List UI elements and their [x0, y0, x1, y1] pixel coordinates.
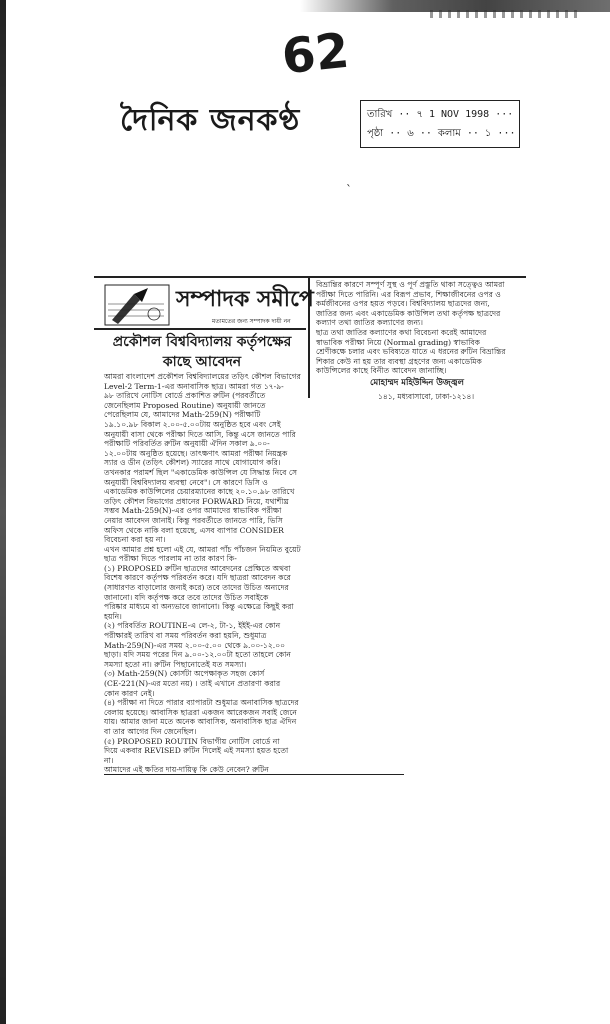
column-title: সম্পাদক সমীপে [176, 287, 314, 312]
text-line: Math-259(N)-এর সময় ২.০০-৫.০০ থেকে ৯.০০-১২.০০ [104, 640, 286, 650]
text-line: একাডেমিক কাউন্সিলের চেয়ারম্যানের কাছে ২০.১০.৯৮ তারিখে [104, 487, 295, 497]
text-line: Level-2 Term-1-এর অনাবাসিক ছাত্র। আমরা গত ১৭-৯- [104, 381, 284, 391]
text-line: পরীক্ষাটি পরিবর্তিত রুটিন অনুযায়ী ঐদিন সকাল ৯.০০- [104, 439, 270, 449]
text-line: কাউন্সিলের কাছে বিনীত আবেদন জানাচ্ছি। [316, 366, 447, 376]
date-stamp [360, 100, 520, 148]
text-line: জাতির জন্য এবং একাডেমিক কাউন্সিল তথা কর্তৃপক্ষ ছাত্রদের [316, 308, 501, 318]
scan-top-specks [430, 10, 580, 18]
letter-continuation [316, 280, 526, 376]
text-line: যায়। আমার জানা মতে অনেক আবাসিক, অনাবাসিক ছাত্র ঐদিন [104, 717, 297, 727]
letter-body [104, 372, 314, 775]
text-line: আমাদের এই ক্ষতির দায়-দায়িত্ব কি কেউ নেবেন? রুটিন [104, 765, 269, 775]
text-line: শিকার কেউ না হয় তার ব্যবস্থা গ্রহণের জন্য একাডেমিক [316, 356, 482, 366]
newspaper-clipping [94, 276, 526, 780]
text-line: সমস্যা হতো না। রুটিন পিছানোতেই যত সমস্যা। [104, 659, 247, 669]
text-line: জেনেছিলাম Proposed Routine) অনুযায়ী জানতে [104, 400, 266, 410]
text-line: কর্মজীবনের ওপর হয়ত পড়বে। বিশ্ববিদ্যালয় ছাত্রদের জন্য, [316, 299, 490, 309]
newspaper-masthead: দৈনিক জনকণ্ঠ [120, 103, 301, 138]
text-line: অনুযায়ী বিশ্ববিদ্যালয় ব্যবস্থা নেবে"। সে কারণে ডিসি ও [104, 477, 268, 487]
stamp-page-value: ৬ [407, 128, 414, 139]
page-number: 62 [279, 22, 352, 86]
text-line: (২) পরিবর্তিত ROUTINE-এ লে-২, টা-১, ইইই-এর কোন [104, 621, 281, 631]
text-line: দিয়ে একবার REVISED রুটিন দিলেই এই সমস্যা হয়ত হতো [104, 746, 289, 756]
stamp-date-label: তারিখ [367, 109, 393, 120]
text-line: হয়নি। [104, 611, 122, 621]
text-line: (৫) PROPOSED ROUTIN বিভাগীয় নোটিস বোর্ডে না [104, 736, 280, 746]
text-line: (৩) Math-259(N) কোর্সটা অপেক্ষাকৃত সহজ কোর্স [104, 669, 265, 679]
letter-signature: মোহাম্মদ মহিউদ্দিন উজ্জ্বল [370, 378, 464, 388]
clipping-bottom-rule [104, 774, 404, 775]
letter-address: ১৪১, মধ্যবাসাবো, ঢাকা-১২১৪। [378, 392, 475, 401]
text-line: পেরেছিলাম যে, আমাদের Math-259(N) পরীক্ষাটি [104, 410, 261, 420]
text-line: (৪) পরীক্ষা না দিতে পারার ব্যাপারটা শুধুমাত্র অনাবাসিক ছাত্রদের [104, 698, 299, 708]
text-line: বেলায় হয়েছে। আবাসিক ছাত্ররা একজন আরেকজন সবাই জেনে [104, 707, 297, 717]
text-line: না। [104, 755, 114, 765]
text-line: (১) PROPOSED রুটিন ছাত্রদের আবেদনের প্রেক্ষিতে অথবা [104, 563, 291, 573]
text-line: আমরা বাংলাদেশ প্রকৌশল বিশ্ববিদ্যালয়ের তড়িৎ কৌশল বিভাগের [104, 372, 301, 381]
text-line: শ্রেণীকক্ষে চলার এবং ভবিষ্যতে যাতে এ ধরনের রুটিন বিভ্রান্তির [316, 347, 506, 357]
stamp-date-row: তারিখ ·· ৭ 1 NOV 1998 ··· [367, 109, 514, 120]
text-line: অফিস থেকে নাকি বলা হয়েছে, এসব ব্যাপার CONSIDER [104, 525, 284, 535]
text-line: বিশেষ কারণে কর্তৃপক্ষ পরিবর্তন করে। যদি ছাত্ররা আবেদন করে [104, 573, 291, 583]
text-line: বা তার আগের দিন জেনেছিল। [104, 726, 197, 736]
text-line: তড়িৎ কৌশল বিভাগের প্রধানের FORWARD নিয়ে, যথাশীঘ্র [104, 496, 289, 506]
text-line: জানানো। যদি কর্তৃপক্ষ করে তবে তাদের উচিত সবাইকে [104, 592, 269, 602]
text-line: বিবেচনা করা হয় না। [104, 535, 166, 545]
letter-headline-line1: প্রকৌশল বিশ্ববিদ্যালয় কর্তৃপক্ষের [112, 334, 292, 350]
text-line: ছাড়া। যদি সময় পরের দিন ৯.০০-১২.০০টা হতো তাহলে কোন [104, 650, 291, 660]
text-line: ১২.০০টায় অনুষ্ঠিত হয়েছে। তাৎক্ষণাৎ আমরা পরীক্ষা নিয়ন্ত্রক [104, 448, 288, 458]
text-line: এখন আমার প্রশ্ন হলো এই যে, আমরা পাঁচ পাঁচজন নিয়মিত বুয়েট [104, 544, 301, 554]
column-header [94, 278, 314, 330]
pen-nib-icon [104, 284, 170, 326]
stamp-date-value: ৭ 1 NOV 1998 [416, 109, 490, 120]
text-line: স্যার ও ডীন (তড়িৎ কৌশল) স্যারের সাথে যোগাযোগ করি। [104, 458, 281, 468]
text-line: ৯৮ তারিখে নোটিস বোর্ডে প্রকাশিত রুটিন (পরবর্তীতে [104, 391, 266, 401]
text-line: ১৯.১০.৯৮ বিকাল ২.০০-৫.০০টায় অনুষ্ঠিত হবে এবং সেই [104, 419, 281, 429]
text-line: তখনকার পরামর্শ ছিল "একাডেমিক কাউন্সিল যে সিদ্ধান্ত নিবে সে [104, 467, 297, 477]
stamp-column-value: ১ [484, 128, 492, 139]
text-line: স্বাভাবিক পরীক্ষা নিয়ে (Normal grading) স্বাভাবিক [316, 337, 480, 347]
stamp-column-label: কলাম [437, 128, 461, 139]
scan-tick-mark: ˋ [346, 183, 352, 197]
text-line: কোন কারণ নেই। [104, 688, 155, 698]
column-subtitle: মতামতের জন্য সম্পাদক দায়ী নন [212, 318, 291, 325]
text-line: অনুযায়ী বাসা থেকে পরীক্ষা দিতে আসি, কিন্তু এসে জানতে পারি [104, 429, 296, 439]
text-line: নেয়ার আবেদন জানাই। কিন্তু পরবর্তীতে জানতে পারি, ভিসি [104, 515, 283, 525]
text-line: বিভ্রান্তির কারণে সম্পূর্ণ সুস্থ ও পূর্ণ প্রস্তুতি থাকা সত্ত্বেও আমরা [316, 280, 505, 289]
text-line: কল্যাণ তথা জাতির কল্যাণের জন্য। [316, 318, 423, 328]
text-line: ছাত্র তথা জাতির কল্যাণের কথা বিবেচনা করেই আমাদের [316, 327, 487, 337]
text-line: ছাত্র পরীক্ষা দিতে পারলাম না তার কারণ কি- [104, 554, 237, 564]
text-line: সম্ভব Math-259(N)-এর ওপর আমাদের স্বাভাবিক পরীক্ষা [104, 506, 282, 516]
text-line: পরীক্ষারই তারিখ বা সময় পরিবর্তন করা হয়নি, শুধুমাত্র [104, 631, 267, 641]
stamp-page-label: পৃষ্ঠা [367, 128, 384, 139]
text-line: (সাধারণত বাড়ালোর জন্যই করে) তবে তাদের উচিত অন্যদের [104, 583, 289, 593]
text-line: (CE-221(N)-এর মতো নয়) । তাই এখানে প্রতারণা করার [104, 679, 281, 688]
text-line: পরীক্ষা দিতে পারিনি। এর বিরূপ প্রভাব, শিক্ষাজীবনের ওপর ও [316, 289, 501, 299]
scan-left-edge [0, 0, 6, 1024]
letter-headline-line2: কাছে আবেদন [162, 354, 242, 370]
stamp-page-row: পৃষ্ঠা ·· ৬ ·· কলাম ·· ১ ··· [367, 128, 516, 139]
text-line: পরিষ্কার মাধ্যমে বা অন্যভাবে জানানো। কিন্তু এক্ষেত্রে কিছুই করা [104, 602, 294, 612]
